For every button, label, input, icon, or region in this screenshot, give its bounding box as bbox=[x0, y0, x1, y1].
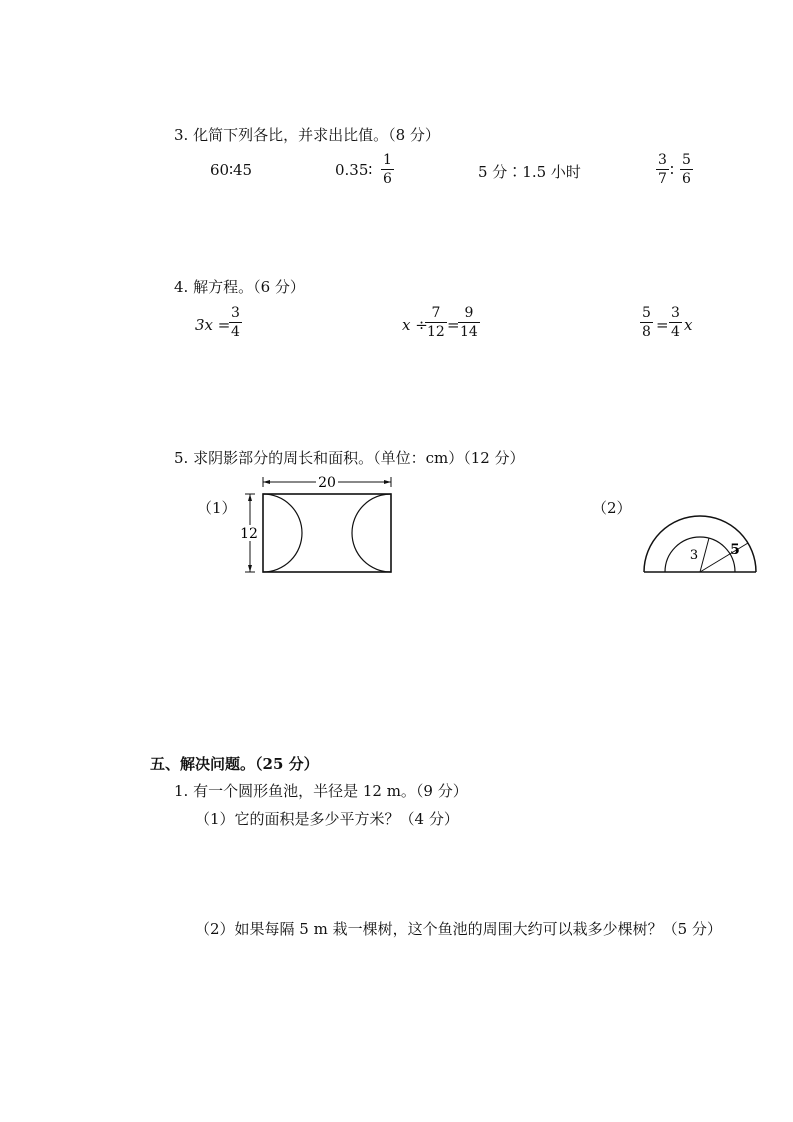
q3-heading: 3. 化简下列各比，并求出比值。（8 分） bbox=[174, 126, 440, 144]
eq1-fraction: $\frac{3}{4}$ bbox=[231, 305, 240, 340]
ring-width-label: 5 bbox=[730, 542, 740, 558]
figure-1-rectangle-diagram bbox=[232, 472, 412, 582]
q3-item-2: 0.35∶ bbox=[335, 161, 373, 179]
inner-semicircle bbox=[665, 537, 735, 572]
ratio-colon: ∶ bbox=[670, 161, 674, 179]
height-label: 12 bbox=[240, 526, 258, 542]
eq3-x: x bbox=[684, 316, 693, 334]
eq3-equals: = bbox=[656, 316, 669, 334]
q5-heading: 5. 求阴影部分的周长和面积。（单位：cm）（12 分） bbox=[174, 449, 525, 467]
fraction-1-6: $\frac{1}{6}$ bbox=[383, 152, 392, 187]
eq2-fraction-2: $\frac{9}{14}$ bbox=[460, 305, 478, 340]
section-5-heading: 五、解决问题。（25 分） bbox=[150, 755, 319, 773]
q4-heading: 4. 解方程。（6 分） bbox=[174, 278, 305, 296]
rectangle bbox=[263, 494, 391, 572]
eq2-fraction-1: $\frac{7}{12}$ bbox=[427, 305, 445, 340]
left-semicircle bbox=[263, 494, 302, 572]
q3-item-3: 5 分∶1.5 小时 bbox=[478, 163, 581, 181]
eq2-lhs: x ÷ bbox=[402, 316, 428, 334]
inner-radius-label: 3 bbox=[689, 548, 699, 563]
problem-1b: （2）如果每隔 5 m 栽一棵树，这个鱼池的周围大约可以栽多少棵树？（5 分） bbox=[195, 920, 722, 938]
eq2-equals: = bbox=[447, 316, 460, 334]
figure-2-semi-ring-diagram bbox=[640, 510, 770, 580]
figure-1-label: （1） bbox=[197, 499, 237, 517]
eq3-fraction-1: $\frac{5}{8}$ bbox=[642, 305, 651, 340]
eq1-lhs: 3x = bbox=[195, 316, 231, 334]
eq3-fraction-2: $\frac{3}{4}$ bbox=[671, 305, 680, 340]
figure-2-label: （2） bbox=[592, 499, 632, 517]
fraction-3-7: $\frac{3}{7}$ bbox=[658, 152, 667, 187]
right-semicircle bbox=[352, 494, 391, 572]
width-label: 20 bbox=[318, 475, 336, 491]
fraction-5-6: $\frac{5}{6}$ bbox=[682, 152, 691, 187]
problem-1a: （1）它的面积是多少平方米？（4 分） bbox=[195, 810, 459, 828]
problem-1: 1. 有一个圆形鱼池，半径是 12 m。（9 分） bbox=[174, 782, 468, 800]
q3-item-1: 60∶45 bbox=[210, 161, 253, 179]
